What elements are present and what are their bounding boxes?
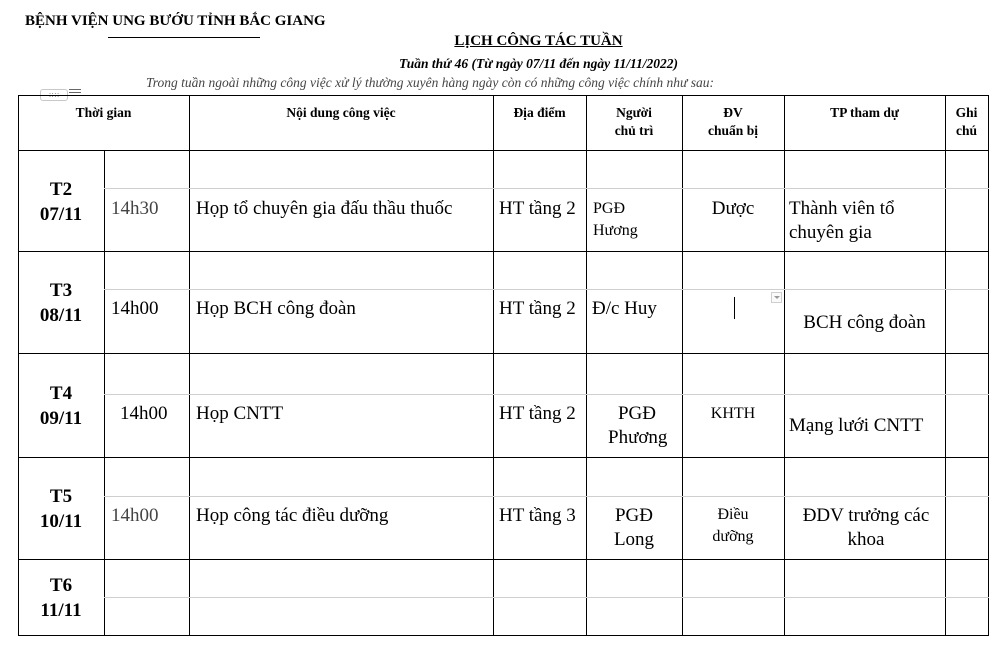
intro-text: Trong tuần ngoài những công việc xử lý thường xuyên hàng ngày còn có những công việc chính như sau:	[146, 75, 715, 90]
header-prep	[682, 104, 784, 140]
day-date: 08/11	[39, 305, 83, 326]
row-day-t4	[18, 381, 104, 431]
header-host-line2: chủ trì	[614, 123, 654, 138]
row-location[interactable]: HT tầng 2	[499, 403, 576, 424]
header-location: Địa điểm	[513, 105, 566, 120]
row-time[interactable]: 14h30	[111, 198, 159, 219]
day-label: T4	[49, 383, 73, 404]
table-border-top	[18, 95, 989, 96]
row-host[interactable]: PGĐ Hương	[593, 200, 638, 239]
row-subdivider	[104, 188, 989, 189]
row-content[interactable]: Họp tổ chuyên gia đấu thầu thuốc	[196, 198, 453, 219]
row-host[interactable]: PGĐ Phương	[608, 403, 668, 448]
row-day-t3	[18, 278, 104, 328]
row-location[interactable]: HT tầng 3	[499, 505, 576, 526]
header-divider	[18, 150, 989, 151]
row-content[interactable]: Họp BCH công đoàn	[196, 298, 356, 319]
day-date: 11/11	[40, 600, 82, 621]
header-note-line1: Ghi	[955, 105, 978, 120]
row-day-t2	[18, 177, 104, 227]
row-attendees[interactable]: Mạng lưới CNTT	[789, 415, 924, 436]
header-prep-line1: ĐV	[723, 105, 743, 120]
column-divider	[493, 95, 494, 636]
column-divider	[784, 95, 785, 636]
row-subdivider	[104, 496, 989, 497]
table-border-right	[988, 95, 989, 636]
week-range: Tuần thứ 46 (Từ ngày 07/11 đến ngày 11/11/2022)	[399, 56, 678, 71]
row-attendees[interactable]: BCH công đoàn	[803, 312, 926, 333]
day-label: T5	[49, 486, 73, 507]
day-date: 07/11	[39, 204, 83, 225]
row-prep[interactable]: Dược	[711, 198, 755, 219]
row-location[interactable]: HT tầng 2	[499, 198, 576, 219]
header-attendees: TP tham dự	[830, 105, 899, 120]
row-time[interactable]: 14h00	[120, 403, 168, 424]
row-prep[interactable]: Điều dưỡng	[712, 506, 754, 545]
row-subdivider	[104, 597, 989, 598]
document-title: LỊCH CÔNG TÁC TUẦN	[454, 33, 623, 49]
dropdown-arrow-icon[interactable]	[771, 292, 782, 303]
day-date: 09/11	[39, 408, 83, 429]
row-prep[interactable]: KHTH	[710, 405, 756, 422]
header-host	[586, 104, 682, 140]
header-note-line2: chú	[955, 123, 977, 138]
header-prep-line2: chuẩn bị	[708, 123, 758, 138]
day-label: T3	[49, 280, 73, 301]
row-time[interactable]: 14h00	[111, 298, 159, 319]
column-divider	[586, 95, 587, 636]
row-subdivider	[104, 394, 989, 395]
column-divider	[682, 95, 683, 636]
header-time: Thời gian	[75, 105, 132, 120]
row-day-t5	[18, 484, 104, 534]
schedule-table	[18, 95, 989, 636]
row-host[interactable]: Đ/c Huy	[592, 298, 657, 319]
header-content: Nội dung công việc	[286, 105, 396, 120]
table-border-bottom	[18, 635, 989, 636]
row-location[interactable]: HT tầng 2	[499, 298, 576, 319]
row-time[interactable]: 14h00	[111, 505, 159, 526]
day-label: T2	[49, 179, 73, 200]
header-host-line1: Người	[616, 105, 652, 120]
column-divider	[189, 95, 190, 636]
row-divider	[18, 353, 989, 354]
column-divider	[945, 95, 946, 636]
row-attendees[interactable]: ĐDV trưởng các khoa	[802, 505, 930, 550]
organization-name: BỆNH VIỆN UNG BƯỚU TỈNH BẮC GIANG	[25, 13, 326, 29]
row-attendees[interactable]: Thành viên tổ chuyên gia	[789, 198, 895, 243]
row-divider	[18, 457, 989, 458]
day-date: 10/11	[39, 511, 83, 532]
row-subdivider	[104, 289, 989, 290]
header-note	[945, 104, 988, 140]
text-cursor	[734, 297, 735, 319]
row-divider	[18, 559, 989, 560]
row-content[interactable]: Họp công tác điều dưỡng	[196, 505, 389, 526]
row-divider	[18, 251, 989, 252]
row-content[interactable]: Họp CNTT	[196, 403, 284, 424]
day-label: T6	[49, 575, 73, 596]
row-day-t6	[18, 573, 104, 623]
row-host[interactable]: PGĐ Long	[613, 505, 655, 550]
